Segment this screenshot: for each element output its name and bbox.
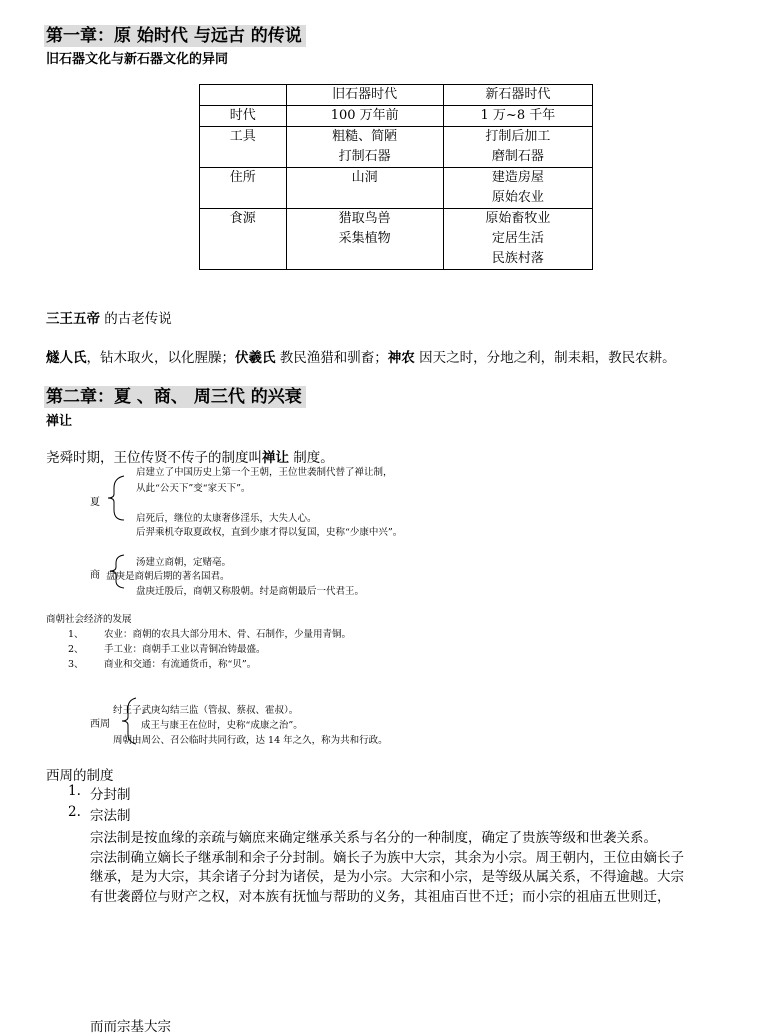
table-row bbox=[200, 209, 593, 270]
table-cell-new: 建造房屋 原始农业 bbox=[443, 168, 592, 209]
xia-brace-icon bbox=[104, 474, 128, 522]
table-cell-new: 1 万~8 千年 bbox=[443, 106, 592, 127]
table-cell-old: 猎取鸟兽 采集植物 bbox=[286, 209, 443, 270]
legend-heading bbox=[46, 307, 172, 327]
zongfa-line: 继承，是为大宗，其余诸子分封为诸侯，是为小宗。大宗和小宗，是等级从属关系，不得逾越。大宗 bbox=[90, 869, 684, 885]
table-cell-label: 时代 bbox=[200, 106, 287, 127]
legend-heading-bold: 三王五帝 bbox=[46, 311, 100, 327]
table-cell-old: 100 万年前 bbox=[286, 106, 443, 127]
legend-text-shennong: 因天之时，分地之利，制耒耜，教民农耕。 bbox=[414, 350, 676, 366]
econ-item-text: 商业和交通：有流通货币，称“贝”。 bbox=[104, 659, 257, 670]
xia-line: 启建立了中国历史上第一个王朝，王位世袭制代替了禅让制， bbox=[136, 467, 393, 478]
shang-label: 商 bbox=[90, 570, 100, 581]
chapter1-subtitle: 旧石器文化与新石器文化的异同 bbox=[46, 52, 229, 67]
table-cell-old: 山洞 bbox=[286, 168, 443, 209]
table-row bbox=[200, 168, 593, 209]
intro-bold: 禅让 bbox=[262, 450, 289, 466]
system-item-num: 2. bbox=[68, 804, 81, 820]
legend-heading-rest: 的古老传说 bbox=[100, 311, 172, 327]
table-header-row bbox=[200, 85, 593, 106]
table-header-cell: 旧石器时代 bbox=[286, 85, 443, 106]
cutoff-line: 而而宗基大宗 bbox=[90, 1019, 171, 1035]
table-cell-old: 粗糙、简陋 打制石器 bbox=[286, 127, 443, 168]
econ-item-num: 2、 bbox=[68, 644, 84, 655]
chanrang-intro bbox=[46, 446, 334, 466]
table-row bbox=[200, 127, 593, 168]
econ-item-num: 3、 bbox=[68, 659, 84, 670]
econ-item-text: 农业：商朝的农具大部分用木、骨、石制作，少量用青铜。 bbox=[104, 629, 352, 640]
xia-line: 从此“公天下”变“家天下”。 bbox=[136, 483, 251, 494]
table-cell-new: 原始畜牧业 定居生活 民族村落 bbox=[443, 209, 592, 270]
legend-paragraph bbox=[46, 346, 676, 366]
shang-econ-title: 商朝社会经济的发展 bbox=[46, 614, 132, 625]
shang-line: 盘庚是商朝后期的著名国君。 bbox=[106, 571, 230, 582]
system-title: 西周的制度 bbox=[46, 768, 114, 784]
table-row bbox=[200, 106, 593, 127]
table-cell-label: 住所 bbox=[200, 168, 287, 209]
chapter2-subtitle: 禅让 bbox=[46, 414, 73, 429]
legend-text-fuxi: 教民渔猎和驯畜； bbox=[275, 350, 388, 366]
zongfa-line: 有世袭爵位与财产之权，对本族有抚恤与帮助的义务，其祖庙百世不迁；而小宗的祖庙五世则迁， bbox=[90, 889, 671, 905]
xia-line: 后羿乘机夺取夏政权，直到少康才得以复国，史称“少康中兴”。 bbox=[136, 527, 403, 538]
system-item-num: 1. bbox=[68, 783, 81, 799]
table-header-cell bbox=[200, 85, 287, 106]
legend-name-fuxi: 伏羲氏 bbox=[235, 350, 276, 366]
system-item-text: 宗法制 bbox=[90, 808, 131, 824]
xia-line: 启死后，继位的太康奢侈淫乐，大失人心。 bbox=[136, 513, 317, 524]
intro-pre: 尧舜时期，王位传贤不传子的制度叫 bbox=[46, 450, 262, 466]
shang-line: 盘庚迁殷后，商朝又称殷朝。纣是商朝最后一代君王。 bbox=[136, 586, 365, 597]
zongfa-line: 宗法制确立嫡长子继承制和余子分封制。嫡长子为族中大宗，其余为小宗。周王朝内，王位由嫡长子 bbox=[90, 850, 684, 866]
chapter2-title: 第二章：夏 、商、 周三代 的兴衰 bbox=[44, 386, 306, 408]
xizhou-line: 周朝由周公、召公临时共同行政，达 14 年之久，称为共和行政。 bbox=[113, 735, 388, 746]
table-cell-label: 工具 bbox=[200, 127, 287, 168]
xizhou-line: 成王与康王在位时，史称“成康之治”。 bbox=[141, 720, 303, 731]
table-cell-new: 打制后加工 磨制石器 bbox=[443, 127, 592, 168]
legend-name-shennong: 神农 bbox=[387, 350, 415, 366]
legend-name-suiren: 燧人氏 bbox=[46, 350, 87, 366]
xizhou-label: 西周 bbox=[90, 719, 110, 730]
zongfa-line: 宗法制是按血缘的亲疏与嫡庶来确定继承关系与名分的一种制度，确定了贵族等级和世袭关系。 bbox=[90, 830, 657, 846]
shang-line: 汤建立商朝，定赌亳。 bbox=[136, 557, 232, 568]
system-item-text: 分封制 bbox=[90, 787, 131, 803]
table-cell-label: 食源 bbox=[200, 209, 287, 270]
econ-item-text: 手工业：商朝手工业以青铜冶铸最盛。 bbox=[104, 644, 266, 655]
chapter1-title: 第一章：原 始时代 与远古 的传说 bbox=[44, 25, 306, 47]
table-header-cell: 新石器时代 bbox=[443, 85, 592, 106]
xizhou-line: 纣王子武庚勾结三监（管叔、蔡叔、霍叔）。 bbox=[113, 705, 299, 716]
xia-label: 夏 bbox=[90, 497, 100, 508]
comparison-table bbox=[199, 84, 593, 270]
legend-text-suiren: ，钻木取火，以化腥臊； bbox=[86, 350, 235, 366]
intro-post: 制度。 bbox=[289, 450, 334, 466]
econ-item-num: 1、 bbox=[68, 629, 84, 640]
